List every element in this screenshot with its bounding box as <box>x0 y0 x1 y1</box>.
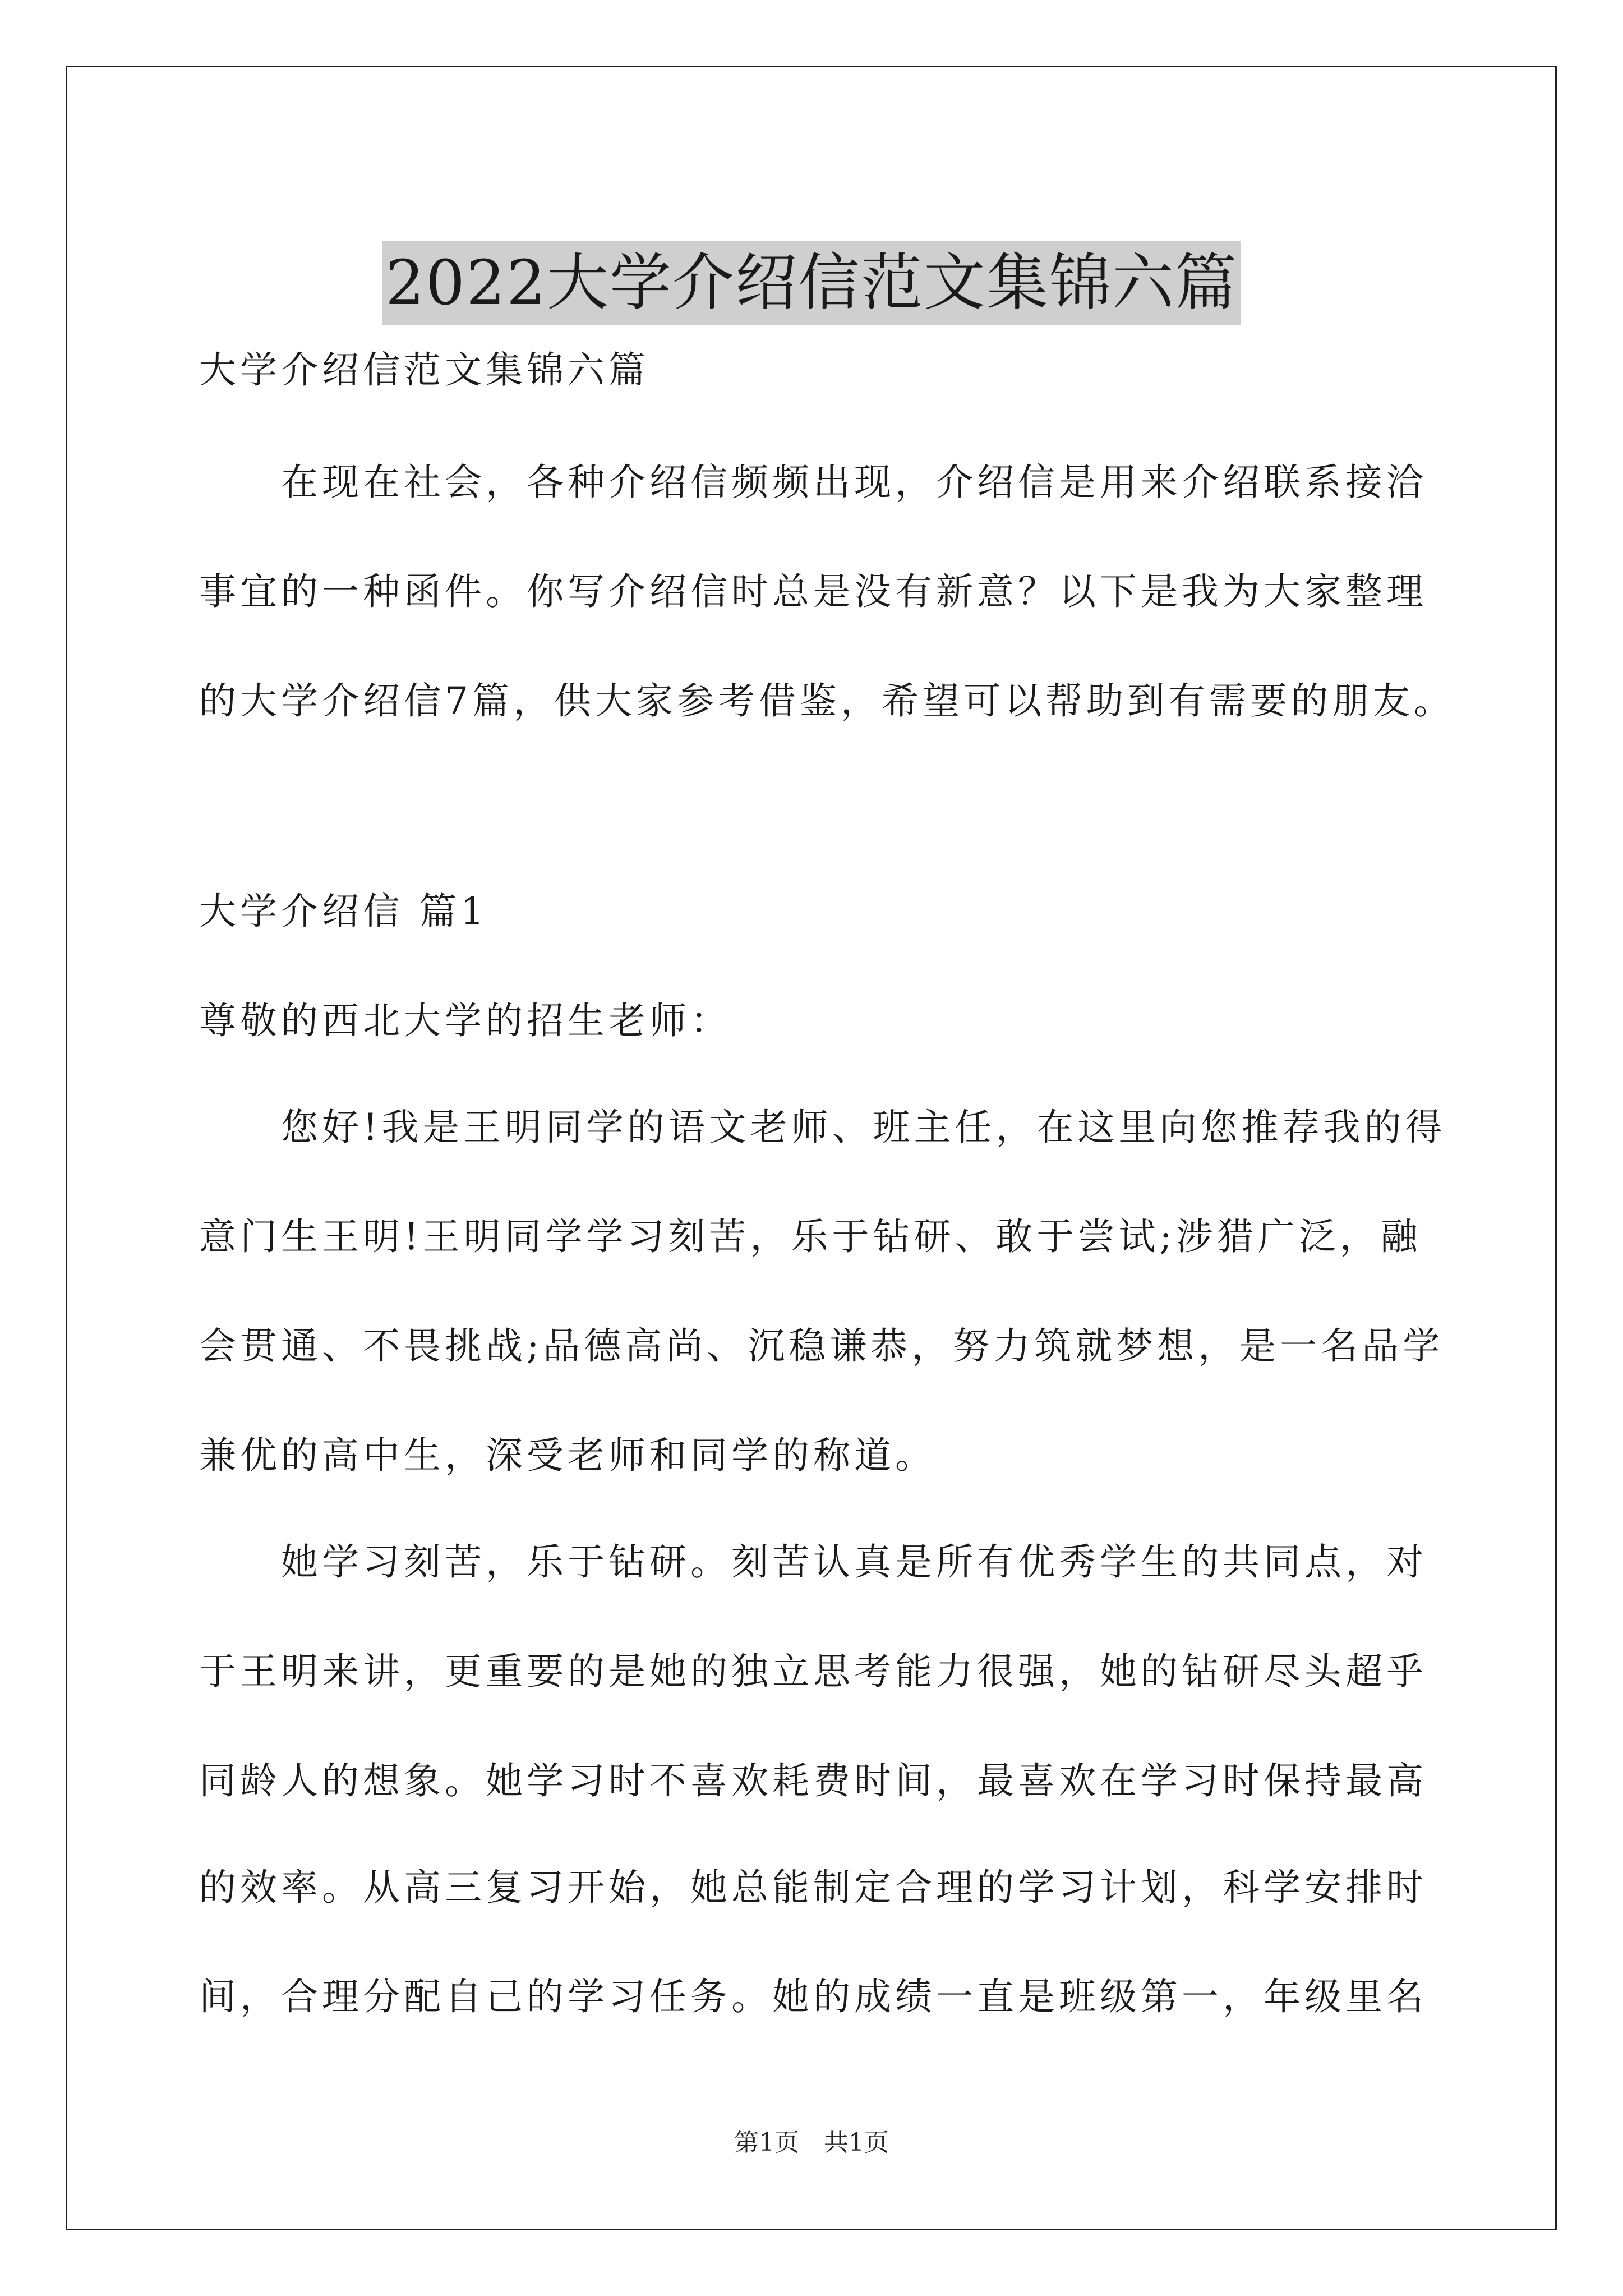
page-footer: 第1页 共1页 <box>734 2128 889 2157</box>
intro-line: 在现在社会，各种介绍信频频出现，介绍信是用来介绍联系接洽 <box>199 461 1427 504</box>
section-heading: 大学介绍信 篇1 <box>199 890 488 933</box>
subtitle-line: 大学介绍信范文集锦六篇 <box>199 348 649 392</box>
body-line: 会贯通、不畏挑战;品德高尚、沉稳谦恭，努力筑就梦想，是一名品学 <box>199 1324 1444 1368</box>
body-line: 您好!我是王明同学的语文老师、班主任，在这里向您推荐我的得 <box>199 1106 1446 1149</box>
document-title: 2022大学介绍信范文集锦六篇 <box>382 241 1241 325</box>
body-line: 于王明来讲，更重要的是她的独立思考能力很强，她的钻研尽头超乎 <box>199 1650 1427 1693</box>
body-line: 的效率。从高三复习开始，她总能制定合理的学习计划，科学安排时 <box>199 1866 1427 1909</box>
body-line: 意门生王明!王明同学学习刻苦，乐于钻研、敢于尝试;涉猎广泛，融 <box>199 1215 1422 1258</box>
body-line: 同龄人的想象。她学习时不喜欢耗费时间，最喜欢在学习时保持最高 <box>199 1759 1427 1802</box>
title-container <box>0 199 1623 366</box>
intro-line: 的大学介绍信7篇，供大家参考借鉴，希望可以帮助到有需要的朋友。 <box>199 679 1455 723</box>
intro-line: 事宜的一种函件。你写介绍信时总是没有新意？以下是我为大家整理 <box>199 570 1427 613</box>
body-line: 她学习刻苦，乐于钻研。刻苦认真是所有优秀学生的共同点，对 <box>199 1540 1427 1584</box>
body-line: 兼优的高中生，深受老师和同学的称道。 <box>199 1434 936 1477</box>
body-line: 间，合理分配自己的学习任务。她的成绩一直是班级第一，年级里名 <box>199 1975 1427 2018</box>
salutation-line: 尊敬的西北大学的招生老师： <box>199 999 731 1042</box>
